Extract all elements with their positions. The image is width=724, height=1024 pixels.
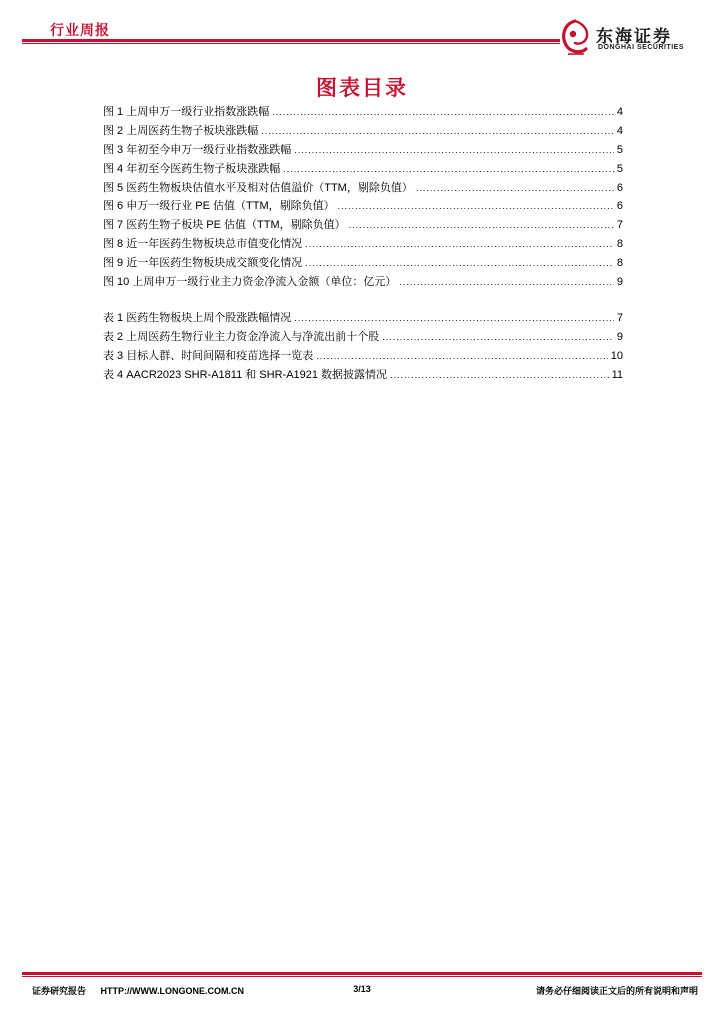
toc-entry-label: 表 3 目标人群、时间间隔和疫苗选择一览表: [103, 349, 314, 362]
dot-leader: [261, 122, 614, 141]
disclaimer-notice: 请务必仔细阅读正文后的所有说明和声明: [535, 986, 698, 996]
toc-entry-page: 9: [616, 276, 623, 289]
toc-entry-page: 7: [616, 219, 623, 232]
toc-entry-figure-9[interactable]: [103, 254, 623, 273]
toc-entry-page: 11: [611, 368, 623, 381]
dot-leader: [390, 366, 609, 385]
dot-leader: [294, 141, 614, 160]
footer-divider: [22, 972, 702, 975]
toc-entry-table-3[interactable]: [103, 347, 623, 366]
toc-entry-label: 图 4 年初至今医药生物子板块涨跌幅: [103, 162, 281, 175]
section-tag: 行业周报: [50, 22, 110, 38]
dot-leader: [399, 273, 614, 292]
toc-entry-label: 表 4 AACR2023 SHR-A1811 和 SHR-A1921 数据披露情况: [103, 368, 388, 381]
toc-entry-page: 9: [616, 330, 623, 343]
toc-entry-page: 6: [616, 200, 623, 213]
toc-entry-label: 图 7 医药生物子板块 PE 估值（TTM，剔除负值）: [103, 219, 346, 232]
dot-leader: [349, 216, 614, 235]
toc-list: [103, 103, 623, 384]
toc-entry-label: 图 6 申万一级行业 PE 估值（TTM，剔除负值）: [103, 200, 335, 213]
table-list: [103, 309, 623, 385]
figure-list: [103, 103, 623, 292]
toc-entry-figure-8[interactable]: [103, 235, 623, 254]
page-indicator: 3/13: [353, 984, 371, 994]
dot-leader: [294, 309, 614, 328]
toc-entry-label: 图 9 近一年医药生物板块成交额变化情况: [103, 257, 303, 270]
toc-entry-label: 图 5 医药生物板块估值水平及相对估值溢价（TTM，剔除负值）: [103, 181, 413, 194]
dot-leader: [305, 235, 614, 254]
dot-leader: [305, 254, 614, 273]
toc-entry-label: 图 10 上周申万一级行业主力资金净流入金额（单位：亿元）: [103, 276, 397, 289]
dot-leader: [316, 347, 608, 366]
toc-entry-page: 4: [616, 124, 623, 137]
header-divider: [22, 39, 560, 42]
toc-entry-page: 8: [616, 257, 623, 270]
toc-entry-page: 5: [616, 143, 623, 156]
toc-title: 图表目录: [316, 77, 408, 100]
dot-leader: [272, 103, 614, 122]
dot-leader: [283, 160, 614, 179]
toc-entry-label: 图 1 上周申万一级行业指数涨跌幅: [103, 106, 270, 118]
toc-entry-page: 8: [616, 238, 623, 251]
dot-leader: [382, 328, 614, 347]
logo-chinese-name: 东海证券: [596, 27, 672, 46]
dot-leader: [338, 197, 614, 216]
toc-entry-label: 表 2 上周医药生物行业主力资金净流入与净流出前十个股: [103, 330, 380, 343]
header-divider-thin: [22, 43, 560, 44]
toc-entry-label: 图 2 上周医药生物子板块涨跌幅: [103, 124, 259, 137]
toc-entry-figure-6[interactable]: [103, 197, 623, 216]
logo-english-name: DONGHAI SECURITIES: [598, 44, 685, 51]
toc-entry-page: 4: [616, 106, 623, 118]
toc-entry-label: 图 8 近一年医药生物板块总市值变化情况: [103, 238, 303, 251]
toc-entry-figure-5[interactable]: [103, 179, 623, 198]
toc-entry-figure-10[interactable]: [103, 273, 623, 292]
toc-entry-page: 7: [616, 311, 623, 324]
toc-entry-label: 图 3 年初至今申万一级行业指数涨跌幅: [103, 143, 292, 156]
toc-entry-figure-3[interactable]: [103, 141, 623, 160]
toc-entry-table-2[interactable]: [103, 328, 623, 347]
toc-entry-table-1[interactable]: [103, 309, 623, 328]
toc-entry-page: 10: [610, 349, 623, 362]
toc-entry-table-4[interactable]: [103, 366, 623, 385]
company-logo: [558, 18, 708, 58]
dragon-emblem-icon: [558, 18, 592, 58]
website-link[interactable]: HTTP://WWW.LONGONE.COM.CN: [100, 986, 245, 996]
report-type-label: 证券研究报告: [32, 986, 87, 996]
toc-entry-page: 5: [616, 162, 623, 175]
toc-entry-figure-7[interactable]: [103, 216, 623, 235]
toc-entry-figure-4[interactable]: [103, 160, 623, 179]
toc-entry-page: 6: [616, 181, 623, 194]
footer-divider-thin: [22, 976, 702, 977]
dot-leader: [416, 179, 614, 198]
toc-entry-label: 表 1 医药生物板块上周个股涨跌幅情况: [103, 311, 292, 324]
toc-entry-figure-1[interactable]: [103, 103, 623, 122]
toc-entry-figure-2[interactable]: [103, 122, 623, 141]
